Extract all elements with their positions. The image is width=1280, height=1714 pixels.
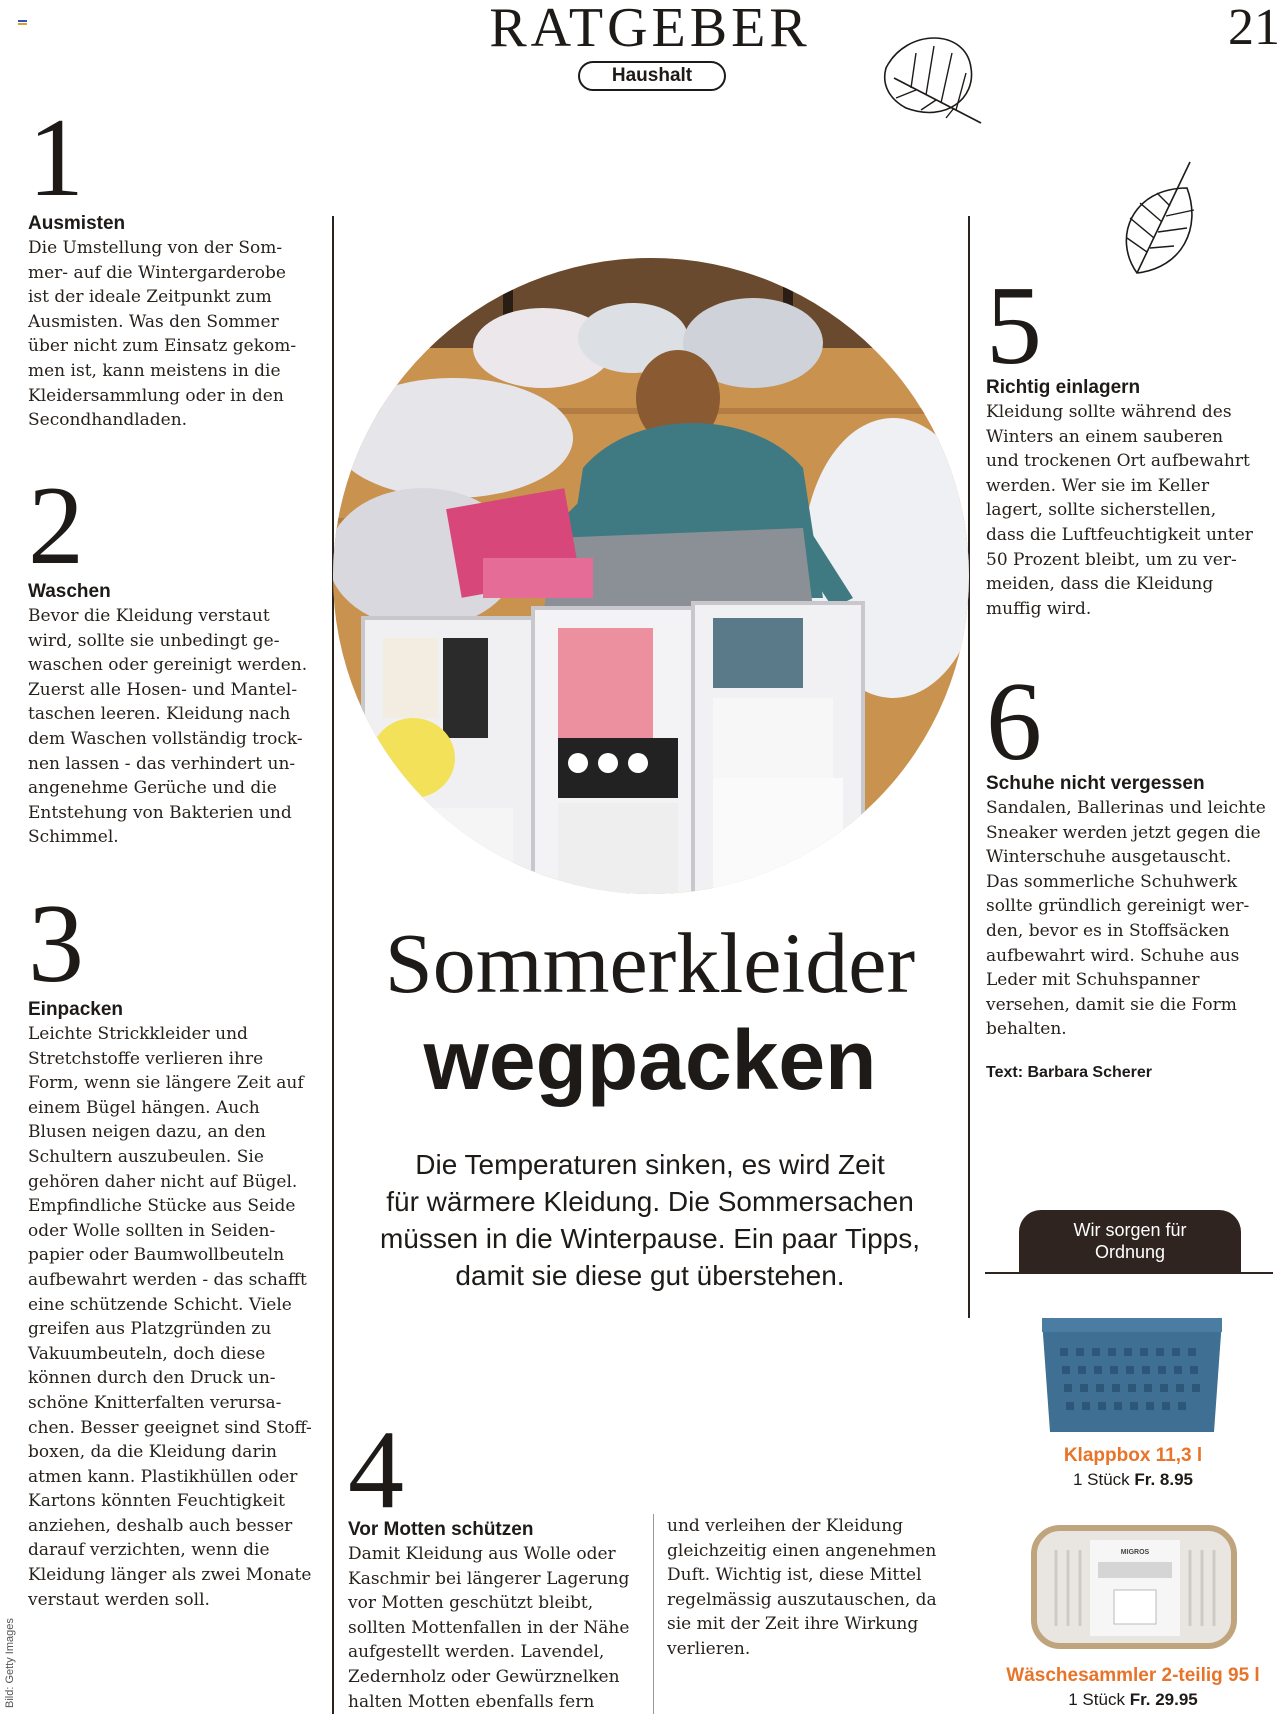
tip-number: 4 bbox=[348, 1408, 404, 1532]
tip-number: 3 bbox=[28, 882, 84, 1006]
tip-title: Vor Motten schützen bbox=[348, 1519, 534, 1540]
tip-2 bbox=[28, 464, 328, 850]
tip-body: Kleidung sollte während des Winters an einem sauberen und trockenen Ort aufbewahrt werden. Wer sie im Keller lagert, sollte sicherstellen, dass die Luftfeuchtigkeit unter 50 Prozent bleibt, um zu ver- meiden, dass die Kleidung muffig wird. bbox=[986, 402, 1253, 619]
leaf-icon bbox=[1112, 158, 1204, 278]
tip-body: Sandalen, Ballerinas und leichte Sneaker werden jetzt gegen die Winterschuhe ausgetauscht. Das sommerliche Schuhwerk sollte gründlich gereinigt wer- den, bevor es in Stoffsäcken aufbewahrt wird. Schuhe aus Leder mit Schuhspanner versehen, damit sie die Form behalten. bbox=[986, 798, 1266, 1040]
tip-3 bbox=[28, 882, 328, 1612]
tip-number: 1 bbox=[28, 96, 84, 220]
tip-body: Bevor die Kleidung verstaut wird, sollte sie unbedingt ge- waschen oder gereinigt werden. Zuerst alle Hosen- und Mantel- taschen leeren. Kleidung nach dem Waschen vollständig trock- nen lassen - das verhindert un- angenehme Gerüche und die Entstehung von Bakterien und Schimmel. bbox=[28, 606, 308, 848]
product-price: 1 Stück Fr. 29.95 bbox=[1068, 1690, 1198, 1709]
tip-body: Die Umstellung von der Som- mer- auf die Wintergarderobe ist der ideale Zeitpunkt zum Ausmisten. Was den Sommer über nicht zum Einsatz gekom- men ist, kann meistens in die Kleidersammlung oder in den Secondhandladen. bbox=[28, 238, 297, 431]
tip-number: 5 bbox=[986, 264, 1042, 388]
waeschesammler-image bbox=[1028, 1522, 1240, 1652]
flag-icon bbox=[18, 20, 27, 25]
section-title: RATGEBER bbox=[489, 0, 811, 59]
promo-divider bbox=[985, 1272, 1273, 1274]
tip-body: Damit Kleidung aus Wolle oder Kaschmir bei längerer Lagerung vor Motten geschützt bleibt, sollten Mottenfallen in der Nähe aufgestellt werden. Lavendel, Zedernholz oder Gewürznelken halten Motten ebenfalls fern bbox=[348, 1544, 630, 1712]
photo-credit: Bild: Getty Images bbox=[4, 1618, 16, 1708]
category-badge: Haushalt bbox=[578, 61, 726, 91]
leaf-icon bbox=[876, 28, 986, 128]
tip-title: Schuhe nicht vergessen bbox=[986, 773, 1205, 794]
tip-number: 6 bbox=[986, 660, 1042, 784]
tip-number: 2 bbox=[28, 464, 84, 588]
product-name: Wäschesammler 2-teilig 95 l bbox=[1006, 1665, 1260, 1686]
lede: Die Temperaturen sinken, es wird Zeit für wärmere Kleidung. Die Sommersachen müssen in die Winterpause. Ein paar Tipps, damit sie diese gut überstehen. bbox=[379, 1149, 921, 1291]
tip-1 bbox=[28, 96, 328, 433]
headline-bold: wegpacken bbox=[423, 1013, 877, 1107]
brand-label: MIGROS bbox=[1120, 1549, 1150, 1556]
promo-header: Wir sorgen für Ordnung bbox=[1019, 1210, 1241, 1272]
klappbox-image bbox=[1032, 1310, 1232, 1440]
page-number: 21 bbox=[1228, 0, 1280, 56]
headline: Sommerkleider bbox=[384, 915, 916, 1011]
column-divider bbox=[653, 1514, 654, 1714]
tip-4-continued: und verleihen der Kleidung gleichzeitig einen angenehmen Duft. Wichtig ist, diese Mittel regelmässig auszutauschen, da sie mit der Zeit ihre Wirkung verlieren. bbox=[667, 1516, 937, 1659]
product-price: 1 Stück Fr. 8.95 bbox=[1072, 1470, 1194, 1489]
column-divider bbox=[968, 216, 970, 1318]
article-photo bbox=[333, 258, 969, 894]
author-byline: Text: Barbara Scherer bbox=[986, 1063, 1152, 1081]
tip-body: Leichte Strickkleider und Stretchstoffe verlieren ihre Form, wenn sie längere Zeit auf einem Bügel hängen. Auch Blusen neigen dazu, an den Schultern auszubeulen. Sie gehören daher nicht auf Bügel. Empfindliche Stücke aus Seide oder Wolle sollten in Seiden- papier oder Baumwollbeuteln aufbewahrt werden - das schafft eine schützende Schicht. Viele greifen aus Platzgründen zu Vakuumbeuteln, doch diese können durch den Druck un- schöne Knitterfalten verursa- chen. Besser geeignet sind Stoff- boxen, da die Kleidung darin atmen kann. Plastikhüllen oder Kartons könnten Feuchtigkeit anziehen, deshalb auch besser darauf verzichten, wenn die Kleidung länger als zwei Monate verstaut werden soll. bbox=[28, 1024, 312, 1610]
tip-title: Ausmisten bbox=[28, 213, 126, 234]
tip-title: Einpacken bbox=[28, 999, 124, 1020]
tip-4 bbox=[348, 1408, 648, 1714]
product-name: Klappbox 11,3 l bbox=[1063, 1445, 1203, 1466]
tip-title: Richtig einlagern bbox=[986, 377, 1141, 398]
tip-5 bbox=[986, 264, 1276, 621]
tip-6 bbox=[986, 660, 1280, 1082]
tip-title: Waschen bbox=[28, 581, 111, 602]
